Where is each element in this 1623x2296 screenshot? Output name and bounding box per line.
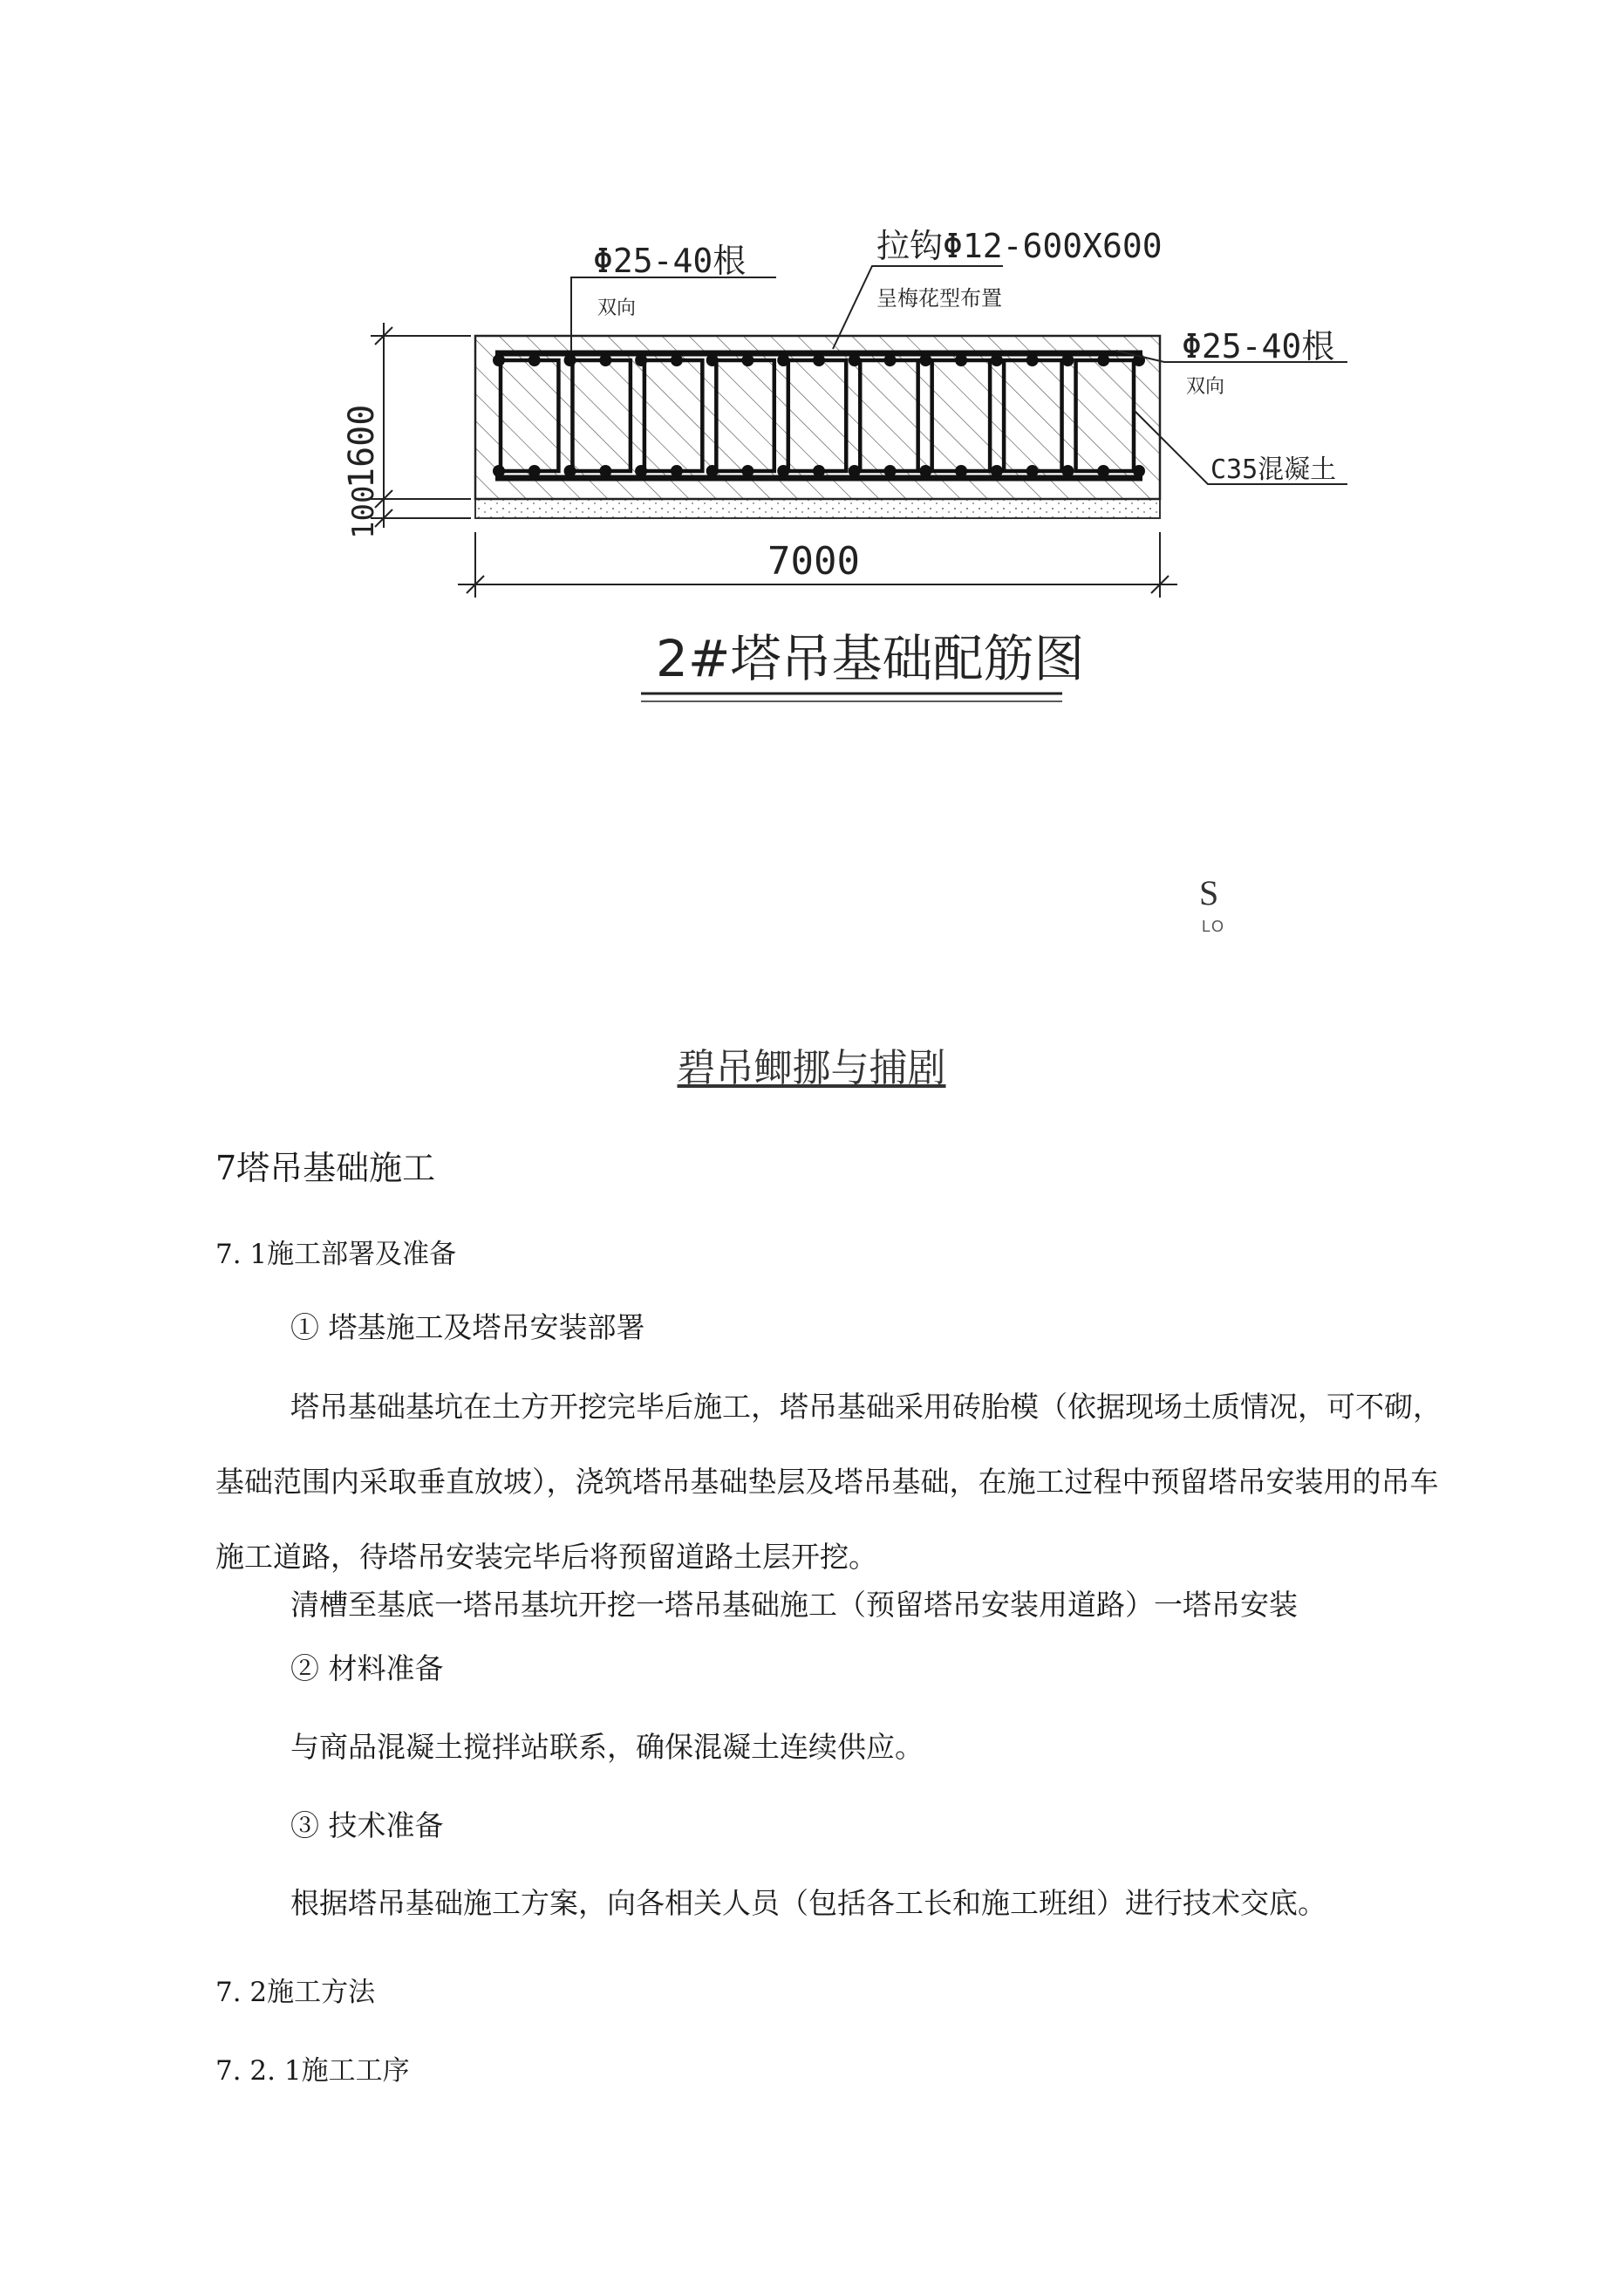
rebar-dot xyxy=(813,465,825,477)
rebar-dot xyxy=(564,354,576,366)
rebar-dot xyxy=(849,465,861,477)
rebar-dot xyxy=(777,465,789,477)
rebar-dot xyxy=(564,465,576,477)
item-technical: ③ 技术准备 xyxy=(290,1808,444,1842)
label-concrete: C35混凝土 xyxy=(1210,454,1337,485)
dim-cushion: 100 xyxy=(346,485,381,539)
rebar-dot xyxy=(919,465,931,477)
rebar-dot xyxy=(1061,354,1074,366)
rebar-dot xyxy=(991,354,1003,366)
paragraph-deployment: 塔吊基础基坑在土方开挖完毕后施工，塔吊基础采用砖胎模（依据现场土质情况，可不砌，基础范围内采取垂直放坡），浇筑塔吊基础垫层及塔吊基础，在施工过程中预留塔吊安装用的吊车施工道路，待塔吊安装完毕后将预留道路土层开挖。 xyxy=(215,1390,1442,1574)
rebar-dot xyxy=(884,465,897,477)
rebar-dot xyxy=(919,354,931,366)
item-materials: ② 材料准备 xyxy=(290,1651,444,1685)
stray-mark-s: S xyxy=(1199,873,1219,912)
rebar-dot xyxy=(1061,465,1074,477)
rebar-dot xyxy=(599,354,611,366)
rebar-dot xyxy=(1097,465,1109,477)
item-deployment: ① 塔基施工及塔吊安装部署 xyxy=(290,1310,645,1344)
rebar-dot xyxy=(849,354,861,366)
label-left-dir: 双向 xyxy=(597,297,637,319)
subsection-7-2: 7. 2施工方法 xyxy=(215,1977,376,2008)
rebar-dot xyxy=(1097,354,1109,366)
label-right-bar: Φ25-40根 xyxy=(1182,327,1335,366)
cushion-layer xyxy=(475,499,1160,518)
subsection-7-1: 7. 1施工部署及准备 xyxy=(215,1239,457,1270)
rebar-dot xyxy=(884,354,897,366)
drawing-title: 2#塔吊基础配筋图 xyxy=(656,629,1085,688)
rebar-dot xyxy=(741,465,754,477)
dim-width: 7000 xyxy=(767,539,860,584)
rebar-dot xyxy=(741,354,754,366)
label-right-dir: 双向 xyxy=(1186,376,1225,398)
subsection-7-2-1: 7. 2. 1施工工序 xyxy=(215,2055,410,2087)
rebar-dot xyxy=(599,465,611,477)
rebar-dot xyxy=(493,354,505,366)
figure-caption-text: 碧吊鲫挪与捕剧 xyxy=(677,1046,946,1090)
rebar-dot xyxy=(777,354,789,366)
rebar-dot xyxy=(635,354,647,366)
label-left-bar: Φ25-40根 xyxy=(593,242,747,280)
rebar-dot xyxy=(528,465,541,477)
rebar-dot xyxy=(955,354,967,366)
paragraph-materials: 与商品混凝土搅拌站联系，确保混凝土连续供应。 xyxy=(290,1730,924,1764)
label-tie-bar: 拉钩Φ12-600X600 xyxy=(876,227,1163,265)
rebar-dot xyxy=(493,465,505,477)
rebar-dot xyxy=(813,354,825,366)
rebar-dot xyxy=(528,354,541,366)
paragraph-flow: 清槽至基底一塔吊基坑开挖一塔吊基础施工（预留塔吊安装用道路）一塔吊安装 xyxy=(290,1588,1298,1622)
rebar-dot xyxy=(671,354,683,366)
rebar-dot xyxy=(1026,354,1039,366)
rebar-dot xyxy=(1133,465,1145,477)
label-tie-layout: 呈梅花型布置 xyxy=(876,286,1002,311)
foundation-rebar-drawing xyxy=(0,0,1623,785)
rebar-dot xyxy=(706,354,719,366)
stray-mark-lo: LO xyxy=(1202,918,1225,935)
section-heading: 7塔吊基础施工 xyxy=(215,1149,436,1187)
rebar-dot xyxy=(671,465,683,477)
dim-height: 1600 xyxy=(342,404,382,489)
rebar-dot xyxy=(955,465,967,477)
figure-caption xyxy=(0,1036,1623,1092)
paragraph-technical: 根据塔吊基础施工方案，向各相关人员（包括各工长和施工班组）进行技术交底。 xyxy=(290,1886,1326,1920)
rebar-dot xyxy=(706,465,719,477)
rebar-dot xyxy=(1026,465,1039,477)
rebar-dot xyxy=(991,465,1003,477)
rebar-dot xyxy=(635,465,647,477)
